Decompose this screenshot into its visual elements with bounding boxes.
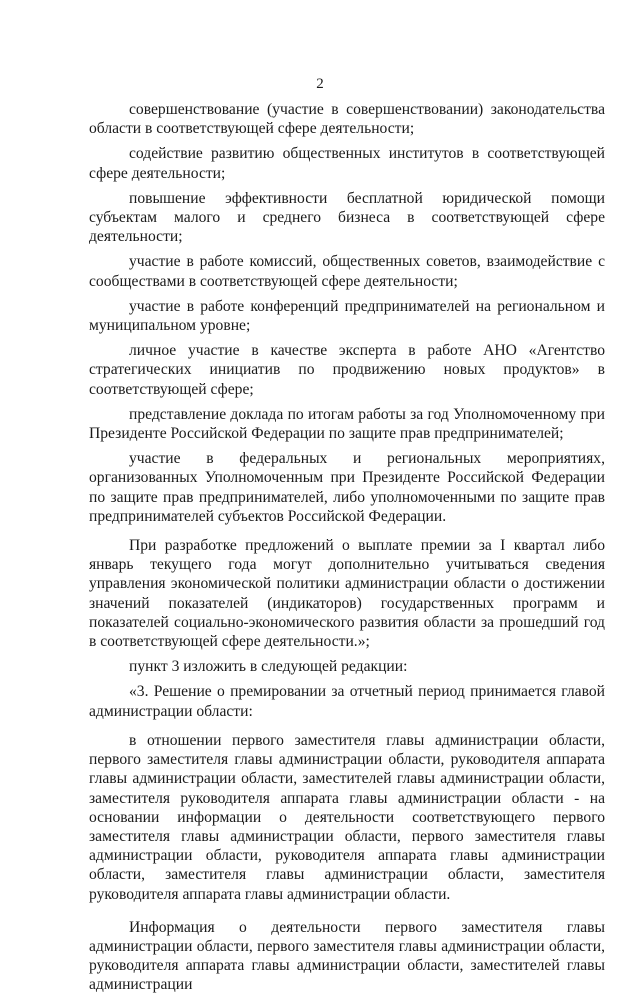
paragraph: При разработке предложений о выплате премии за I квартал либо январь текущего года могут дополнительно учитываться сведения управления экономической политики администрации области о достижении значений показателей (индикаторов) государственных программ и показателей социально-экономического развития области за прошедший год в соответствующей сфере деятельности.»; [89,537,605,651]
paragraph: представление доклада по итогам работы за год Уполномоченному при Президенте Российской Федерации по защите прав предпринимателей; [89,405,605,443]
paragraph: совершенствование (участие в совершенствовании) законодательства области в соответствующей сфере деятельности; [89,101,605,138]
paragraph: участие в работе комиссий, общественных советов, взаимодействие с сообществами в соответствующей сфере деятельности; [89,253,605,290]
paragraph: содействие развитию общественных институтов в соответствующей сфере деятельности; [89,145,605,182]
paragraph: участие в федеральных и региональных мероприятиях, организованных Уполномоченным при Президенте Российской Федерации по защите прав предпринимателей, либо уполномоченными по защите прав предпринимателей субъектов Российской Федерации. [89,450,605,525]
paragraph: участие в работе конференций предпринимателей на региональном и муниципальном уровне; [89,297,605,335]
paragraph: в отношении первого заместителя главы администрации области, первого заместителя главы администрации области, руководителя аппарата главы администрации области, заместителей главы администрации области, заместителя руководителя аппарата главы администрации области - на основании информации о деятельности соответствующего первого заместителя главы администрации области, первого заместителя главы администрации области, руководителя аппарата главы администрации области, заместителя главы администрации области, заместителя руководителя аппарата главы администрации области. [89,731,605,903]
paragraph: повышение эффективности бесплатной юридической помощи субъектам малого и среднего бизнеса в соответствующей сфере деятельности; [89,189,605,246]
paragraph: личное участие в качестве эксперта в работе АНО «Агентство стратегических инициатив по продвижению новых продуктов» в соответствующей сфере; [89,342,605,398]
paragraph: Информация о деятельности первого заместителя главы администрации области, первого заместителя главы администрации области, руководителя аппарата главы администрации области, заместителей главы администрации [89,918,605,994]
document-body [89,100,605,1001]
page-number: 2 [316,76,324,92]
paragraph: «3. Решение о премировании за отчетный период принимается главой администрации области: [89,683,605,720]
paragraph: пункт 3 изложить в следующей редакции: [129,658,408,676]
